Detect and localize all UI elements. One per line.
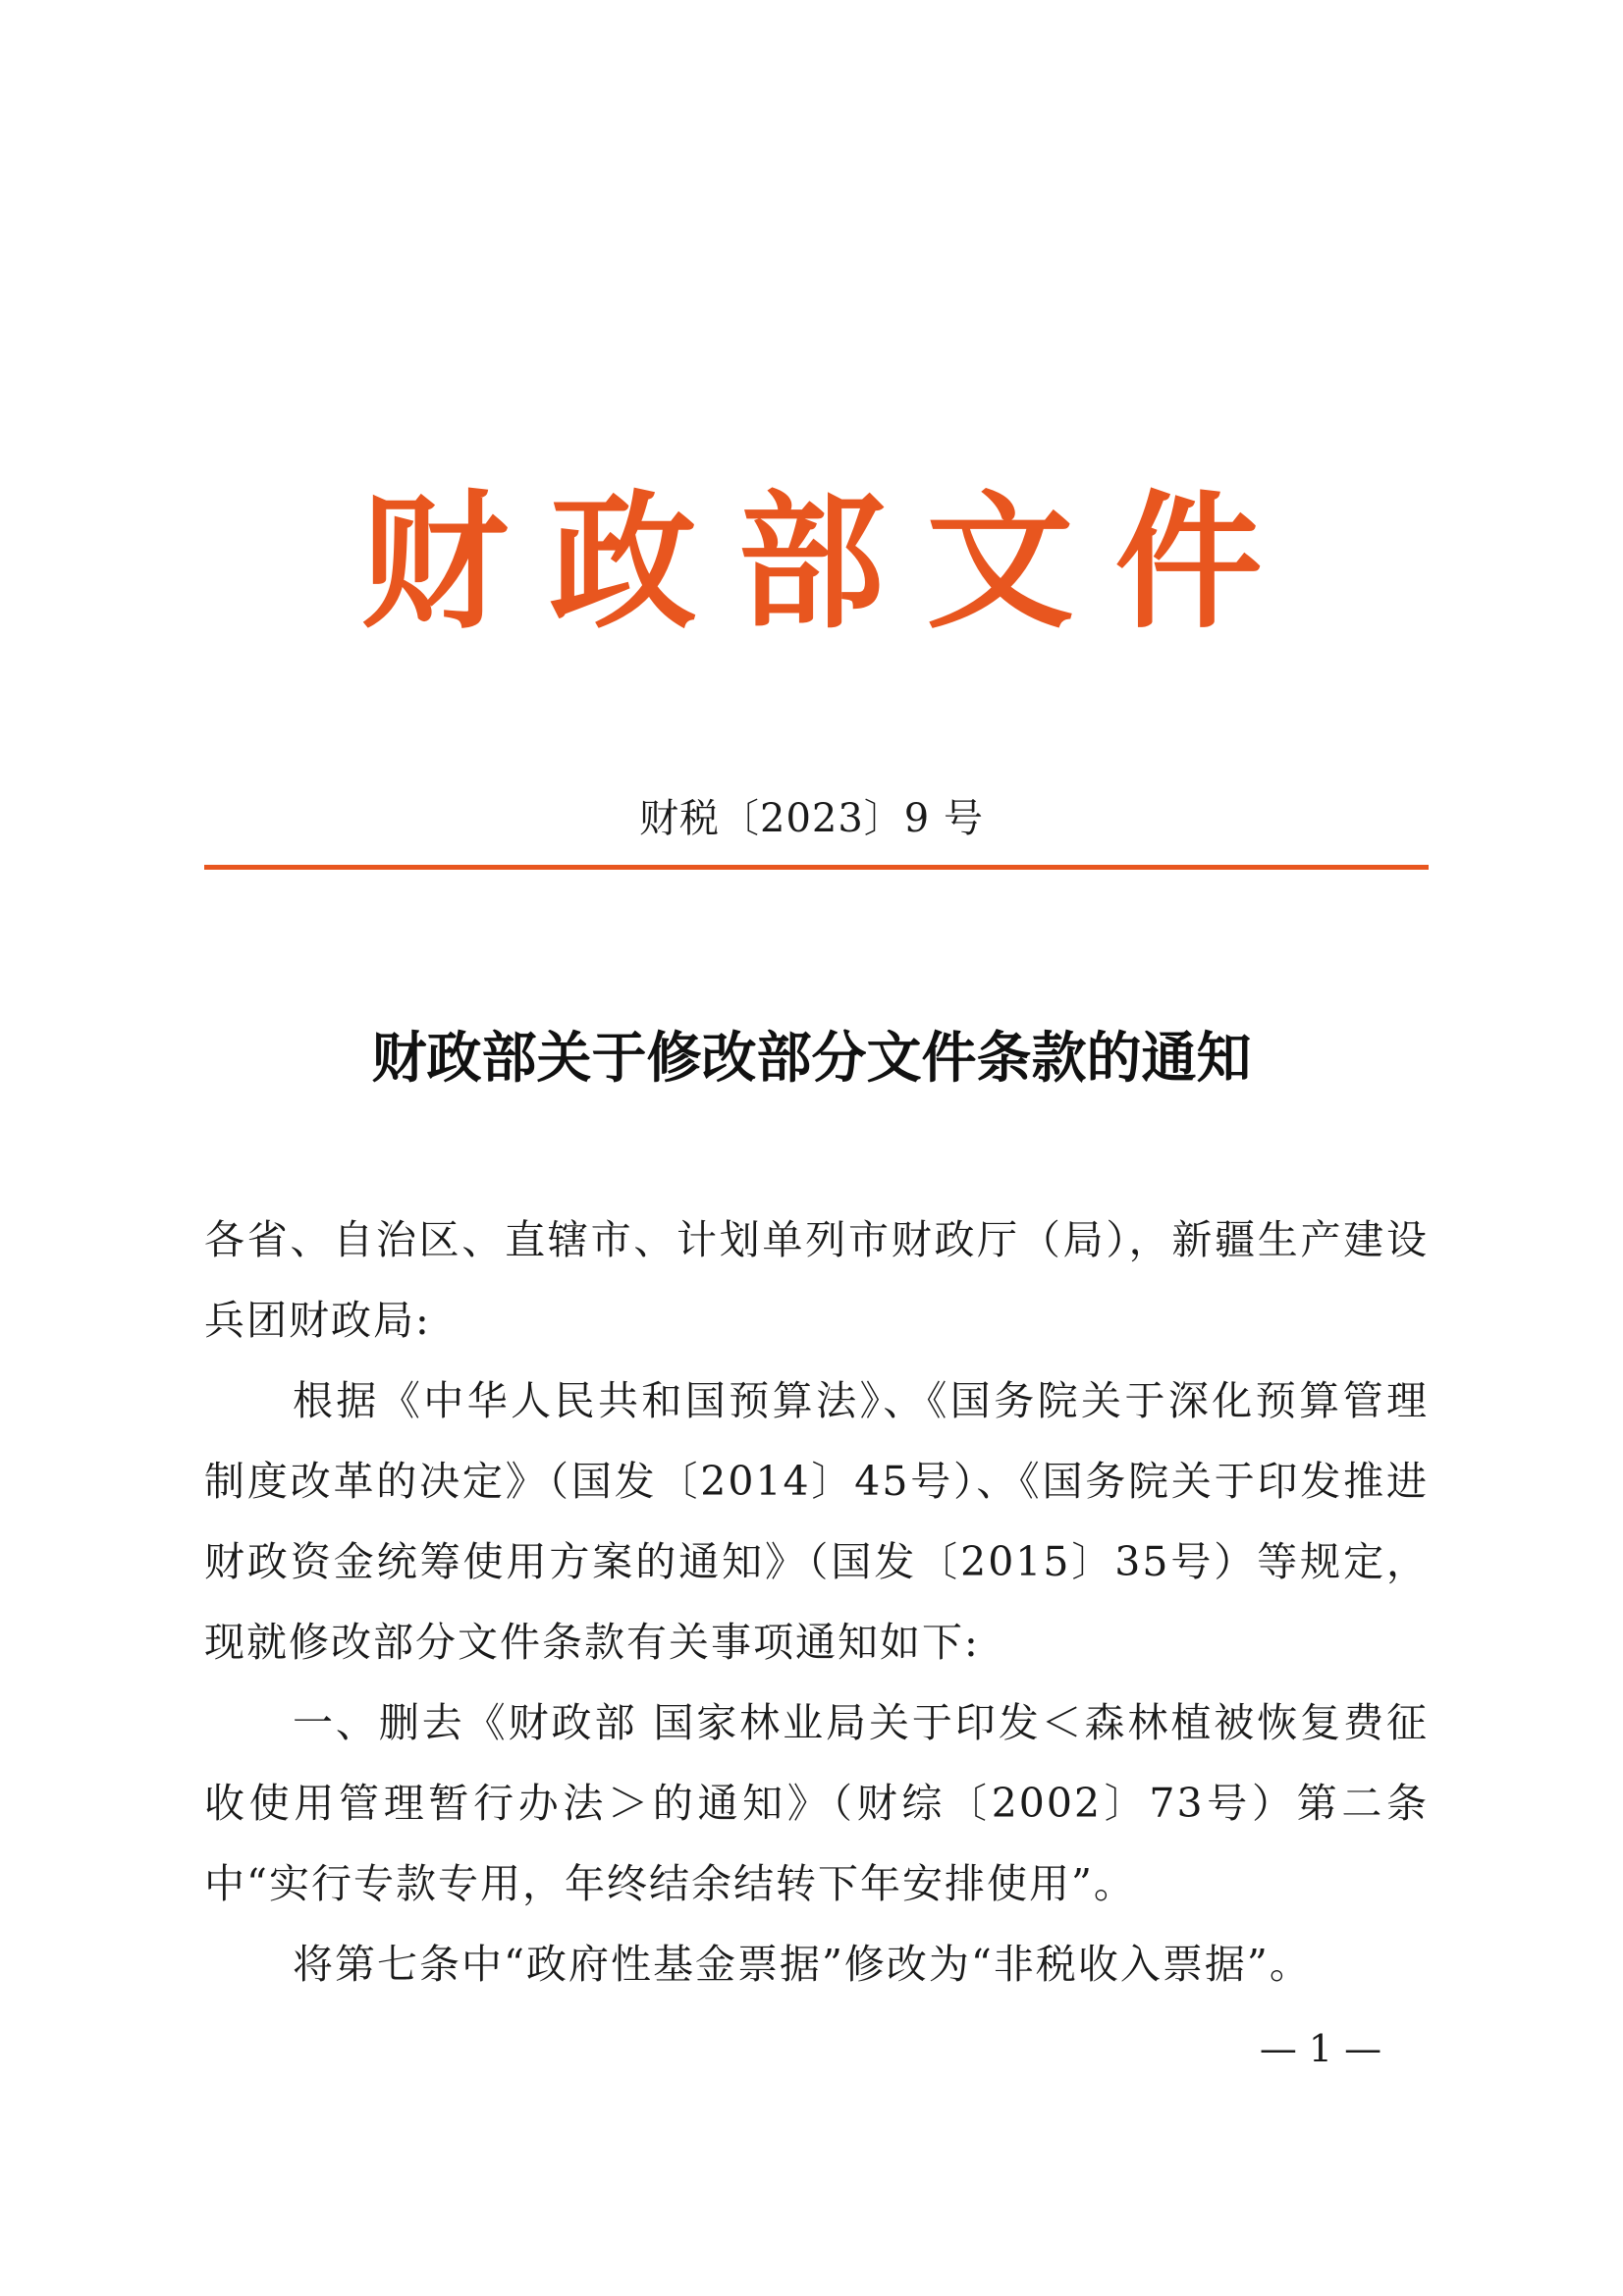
body-paragraph: 将第七条中“政府性基金票据”修改为“非税收入票据”。 — [293, 1941, 1312, 1988]
masthead-title: 财政部文件 — [360, 476, 1304, 649]
document-body — [204, 1200, 1429, 2004]
page-number: — 1 — — [1259, 2027, 1382, 2070]
red-divider-line — [204, 865, 1429, 870]
document-number: 财税〔2023〕9 号 — [639, 796, 984, 841]
body-paragraph: 根据《中华人民共和国预算法》、《国务院关于深化预算管理制度改革的决定》（国发〔2014〕45号）、《国务院关于印发推进财政资金统筹使用方案的通知》（国发〔2015〕35号）等规定，现就修改部分文件条款有关事项通知如下: — [204, 1377, 1429, 1666]
addressee-paragraph: 各省、自治区、直辖市、计划单列市财政厅（局），新疆生产建设兵团财政局: — [204, 1216, 1429, 1344]
document-title: 财政部关于修改部分文件条款的通知 — [371, 1026, 1252, 1091]
body-paragraph: 一、删去《财政部 国家林业局关于印发＜森林植被恢复费征收使用管理暂行办法＞的通知》（财综〔2002〕73号）第二条中“实行专款专用，年终结余结转下年安排使用”。 — [204, 1699, 1429, 1907]
